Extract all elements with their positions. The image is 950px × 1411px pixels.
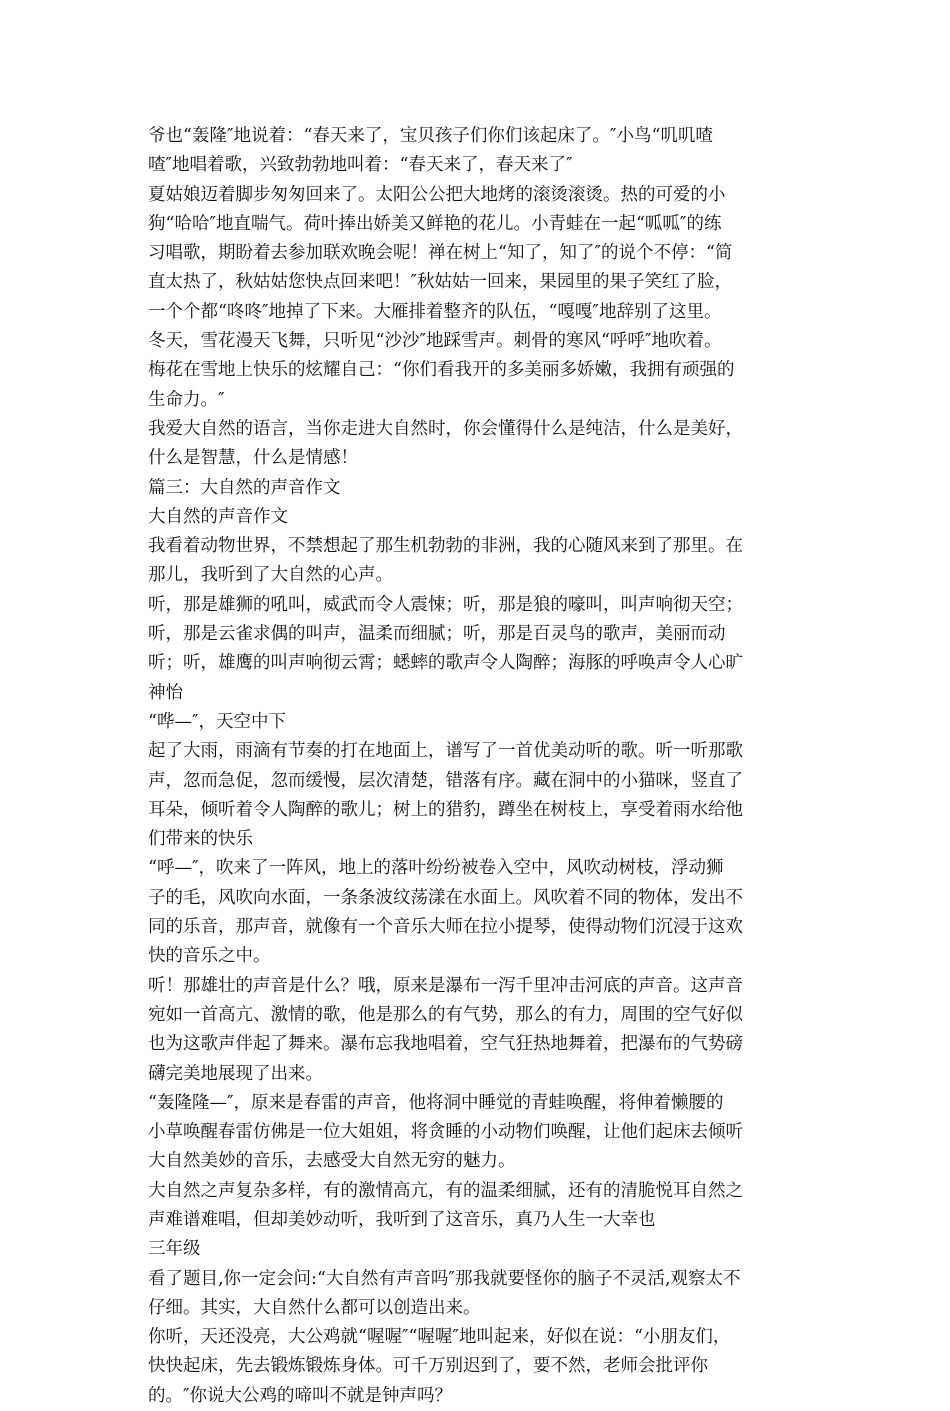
text-line: 直太热了，秋姑姑您快点回来吧！″秋姑姑一回来，果园里的果子笑红了脸，: [148, 272, 733, 293]
text-line: “呼—″，吹来了一阵风，地上的落叶纷纷被卷入空中，风吹动树枝，浮动狮: [148, 858, 724, 879]
text-line: 礴完美地展现了出来。: [148, 1063, 323, 1084]
text-line: 听；听，雄鹰的叫声响彻云霄；蟋蟀的歌声令人陶醉；海豚的呼唤声令人心旷: [148, 653, 743, 674]
text-line: 梅花在雪地上快乐的炫耀自己：“你们看我开的多美丽多娇嫩，我拥有顽强的: [148, 360, 735, 381]
document-page: [148, 122, 808, 1411]
text-line: 大自然的声音作文: [148, 506, 288, 527]
text-line: 你听，天还没亮，大公鸡就“喔喔″“喔喔″地叫起来，好似在说：“小朋友们，: [148, 1327, 731, 1348]
text-line: 同的乐音，那声音，就像有一个音乐大师在拉小提琴，使得动物们沉浸于这欢: [148, 917, 743, 938]
text-line: 狗“哈哈″地直喘气。荷叶捧出娇美又鲜艳的花儿。小青蛙在一起“呱呱″的练: [148, 213, 722, 234]
text-line: 宛如一首高亢、激情的歌，他是那么的有气势，那么的有力，周围的空气好似: [148, 1004, 743, 1025]
text-line: 听，那是雄狮的吼叫，威武而令人震悚；听，那是狼的嚎叫，叫声响彻天空；: [148, 594, 743, 615]
text-line: “轰隆隆—″，原来是春雷的声音，他将洞中睡觉的青蛙唤醒，将伸着懒腰的: [148, 1092, 724, 1113]
text-line: 们带来的快乐: [148, 829, 253, 850]
text-line: 一个个都“咚咚″地掉了下来。大雁排着整齐的队伍，“嘎嘎″地辞别了这里。: [148, 301, 722, 322]
text-line: 听，那是云雀求偶的叫声，温柔而细腻；听，那是百灵鸟的歌声，美丽而动: [148, 624, 726, 645]
text-line: 起了大雨，雨滴有节奏的打在地面上，谱写了一首优美动听的歌。听一听那歌: [148, 741, 743, 762]
text-line: 听！那雄壮的声音是什么？哦，原来是瀑布一泻千里冲击河底的声音。这声音: [148, 975, 743, 996]
text-line: 也为这歌声伴起了舞来。瀑布忘我地唱着，空气狂热地舞着，把瀑布的气势磅: [148, 1034, 743, 1055]
text-line: 看了题目,你一定会问:“大自然有声音吗″那我就要怪你的脑子不灵活,观察太不: [148, 1268, 741, 1289]
text-line: “哗—″，天空中下: [148, 711, 286, 732]
text-line: 那儿，我听到了大自然的心声。: [148, 565, 393, 586]
text-line: 大自然之声复杂多样，有的激情高亢，有的温柔细腻，还有的清脆悦耳自然之: [148, 1180, 743, 1201]
text-line: 冬天，雪花漫天飞舞，只听见“沙沙″地踩雪声。刺骨的寒风“呼呼″地吹着。: [148, 331, 722, 352]
text-line: 篇三：大自然的声音作文: [148, 477, 341, 498]
text-line: 快的音乐之中。: [148, 946, 271, 967]
text-line: 爷也“轰隆″地说着：“春天来了，宝贝孩子们你们该起床了。″小鸟“叽叽喳: [148, 126, 713, 146]
text-line: 大自然美妙的音乐，去感受大自然无穷的魅力。: [148, 1151, 516, 1172]
text-line: 仔细。其实，大自然什么都可以创造出来。: [148, 1297, 481, 1318]
text-line: 三年级: [148, 1239, 201, 1260]
text-line: 什么是智慧，什么是情感！: [148, 448, 358, 469]
text-line: 声，忽而急促，忽而缓慢，层次清楚，错落有序。藏在洞中的小猫咪，竖直了: [148, 770, 743, 791]
text-line: 声难谱难唱，但却美妙动听，我听到了这音乐，真乃人生一大幸也: [148, 1209, 656, 1230]
text-line: 夏姑娘迈着脚步匆匆回来了。太阳公公把大地烤的滚烫滚烫。热的可爱的小: [148, 184, 726, 205]
text-line: 我爱大自然的语言，当你走进大自然时，你会懂得什么是纯洁，什么是美好，: [148, 418, 743, 439]
text-line: 快快起床，先去锻炼锻炼身体。可千万别迟到了，要不然，老师会批评你: [148, 1356, 708, 1377]
text-line: 耳朵，倾听着令人陶醉的歌儿；树上的猎豹，蹲坐在树枝上，享受着雨水给他: [148, 799, 743, 820]
text-line: 小草唤醒春雷仿佛是一位大姐姐，将贪睡的小动物们唤醒，让他们起床去倾听: [148, 1122, 743, 1143]
text-line: 子的毛，风吹向水面，一条条波纹荡漾在水面上。风吹着不同的物体，发出不: [148, 887, 743, 908]
text-line: 我看着动物世界，不禁想起了那生机勃勃的非洲，我的心随风来到了那里。在: [148, 536, 743, 557]
text-line: 生命力。″: [148, 389, 225, 410]
text-line: 神怡: [148, 682, 183, 703]
text-line: 喳″地唱着歌，兴致勃勃地叫着：“春天来了，春天来了″: [148, 155, 573, 176]
text-line: 的。″你说大公鸡的啼叫不就是钟声吗？: [148, 1385, 453, 1406]
text-line: 习唱歌，期盼着去参加联欢晚会呢！禅在树上“知了，知了″的说个不停：“简: [148, 243, 733, 264]
